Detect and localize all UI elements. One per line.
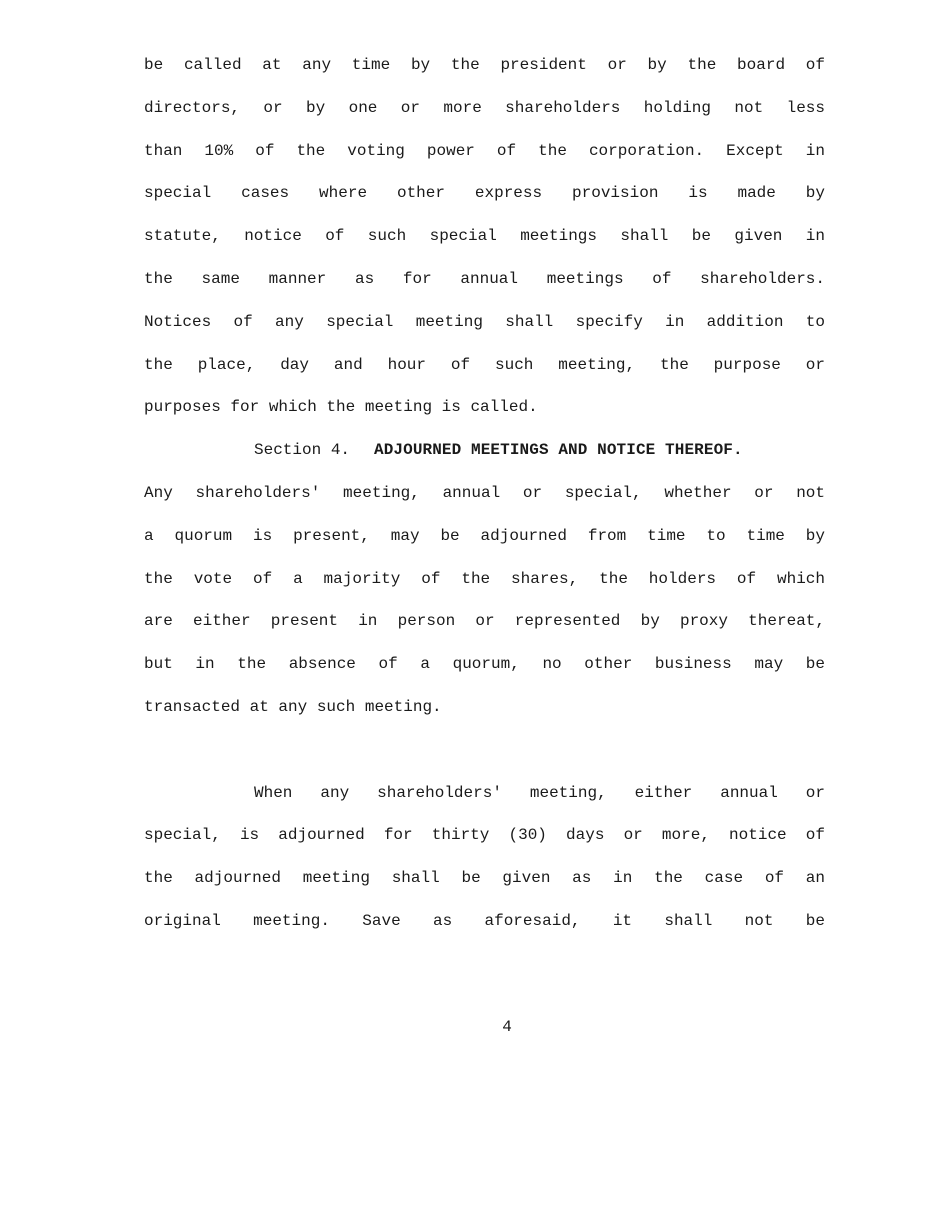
- section-number: Section 4.: [254, 441, 351, 460]
- text-line: a quorum is present, may be adjourned from time to time by: [144, 526, 825, 545]
- text-line: are either present in person or represented by proxy thereat,: [144, 612, 825, 631]
- text-line: than 10% of the voting power of the corporation. Except in: [144, 141, 825, 160]
- text-line: Notices of any special meeting shall specify in addition to: [144, 312, 825, 331]
- text-line: When any shareholders' meeting, either annual or: [254, 783, 825, 802]
- text-line: but in the absence of a quorum, no other business may be: [144, 655, 825, 674]
- paragraph-gap: [144, 729, 825, 772]
- text-line: Any shareholders' meeting, annual or special, whether or not: [144, 483, 825, 502]
- text-line: statute, notice of such special meetings shall be given in: [144, 227, 825, 246]
- text-line: special cases where other express provision is made by: [144, 184, 825, 203]
- text-line: be called at any time by the president or by the board of: [144, 56, 825, 74]
- text-line: original meeting. Save as aforesaid, it shall not be: [144, 911, 825, 930]
- paragraph-adjourned-meetings: [144, 472, 825, 729]
- text-line: the same manner as for annual meetings of shareholders.: [144, 269, 825, 288]
- text-line: the vote of a majority of the shares, the holders of which: [144, 569, 825, 588]
- section-heading: [144, 429, 825, 472]
- paragraph-special-meetings: [144, 44, 825, 429]
- text-line: special, is adjourned for thirty (30) days or more, notice of: [144, 826, 825, 845]
- page-number: 4: [502, 1018, 512, 1036]
- text-line: the adjourned meeting shall be given as in the case of an: [144, 869, 825, 888]
- text-line: the place, day and hour of such meeting, the purpose or: [144, 355, 825, 374]
- text-line: transacted at any such meeting.: [144, 697, 442, 716]
- body-text: [144, 44, 825, 943]
- section-title: ADJOURNED MEETINGS AND NOTICE THEREOF.: [374, 441, 743, 460]
- text-line: directors, or by one or more shareholders holding not less: [144, 98, 825, 117]
- paragraph-notice-of-adjourned: [144, 772, 825, 943]
- text-line: purposes for which the meeting is called.: [144, 398, 538, 417]
